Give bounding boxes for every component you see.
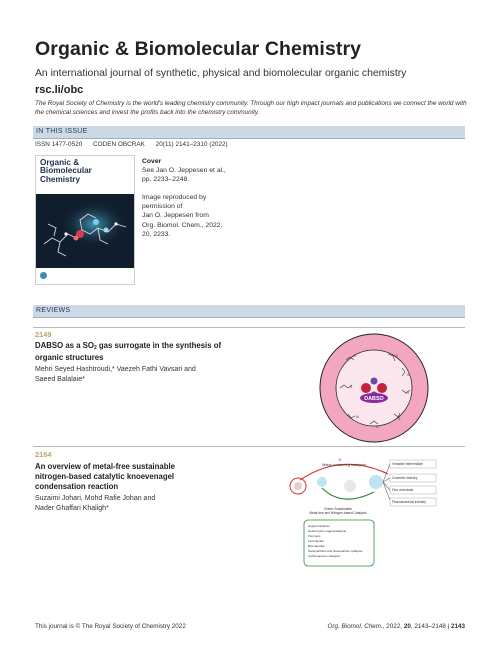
cover-label: Cover xyxy=(142,158,162,165)
article-title-part1: DABSO as a SO xyxy=(35,341,94,350)
article-page-number: 2164 xyxy=(35,450,52,459)
article-title-subscript: 2 xyxy=(93,345,97,351)
authors-line1: Mehri Seyed Hashtroudi,* Vaezeh Fathi Vavsari and xyxy=(35,366,196,373)
svg-text:Cosmetic industry: Cosmetic industry xyxy=(392,476,418,480)
cover-title-line3: Chemistry xyxy=(40,174,81,184)
article-divider xyxy=(33,446,465,447)
svg-text:Nanoparticles and Nanoparticle: Nanoparticles and Nanoparticle catalysts xyxy=(308,549,363,553)
rsc-blurb: The Royal Society of Chemistry is the world's leading chemistry community. Through our high impact journals and publications we connect the world with the chemical sciences and invest the profits back into the chemistry community. xyxy=(35,100,467,116)
journal-title: Organic & Biomolecular Chemistry xyxy=(35,38,362,60)
in-this-issue-heading: IN THIS ISSUE xyxy=(36,128,88,135)
article-title[interactable] xyxy=(35,341,250,363)
cover-credit-1: Image reproduced by xyxy=(142,194,207,202)
svg-text:Biomaterials: Biomaterials xyxy=(308,544,325,548)
article-authors xyxy=(35,365,250,384)
dabso-label: DABSO xyxy=(364,396,384,402)
footer-year: , 2022, xyxy=(382,623,404,630)
reviews-bar xyxy=(33,305,465,318)
cover-title-line1: Organic & xyxy=(40,158,80,167)
cover-footer xyxy=(36,268,134,284)
footer-pages: , 2143–2148 | xyxy=(410,623,451,630)
footer-page-number: 2143 xyxy=(450,623,465,630)
coden: CODEN OBCRAK xyxy=(93,141,145,148)
svg-text:×: × xyxy=(338,458,342,464)
authors-line2: Saeed Balalaie* xyxy=(35,375,85,383)
article-title[interactable] xyxy=(35,462,250,492)
journal-subtitle: An international journal of synthetic, physical and biomolecular organic chemistry xyxy=(35,68,407,79)
svg-text:Fine chemicals: Fine chemicals xyxy=(392,488,414,492)
copyright-footer: This journal is © The Royal Society of Chemistry 2022 xyxy=(35,623,186,630)
cover-see-line: See Jan O. Jeppesen et al., xyxy=(142,167,226,175)
cover-credit-4: Org. Biomol. Chem., 2022, xyxy=(142,221,223,229)
citation-footer xyxy=(328,623,466,630)
article-title-line2: nitrogen-based catalytic knoevenagel xyxy=(35,472,175,481)
article-title-line2: organic structures xyxy=(35,353,104,362)
issn: ISSN 1477-0520 xyxy=(35,141,83,148)
svg-text:Pharmaceutical industry: Pharmaceutical industry xyxy=(392,500,427,504)
reviews-heading: REVIEWS xyxy=(36,307,71,314)
cover-description xyxy=(142,157,262,239)
journal-url[interactable]: rsc.li/obc xyxy=(35,84,84,96)
cover-credit-3: Jan O. Jeppesen from xyxy=(142,212,209,220)
svg-text:Metal-containing catalysts: Metal-containing catalysts xyxy=(322,463,366,467)
rsc-logo-icon xyxy=(40,272,47,279)
authors-line1: Suzaimi Johari, Mohd Rafie Johan and xyxy=(35,495,156,502)
article-title-part2: gas surrogate in the synthesis of xyxy=(96,341,222,350)
svg-text:O: O xyxy=(406,391,409,395)
article-title-line3: condensation reaction xyxy=(35,482,119,491)
cover-pages: pp. 2233–2248. xyxy=(142,176,190,184)
svg-text:O: O xyxy=(376,425,379,429)
svg-text:N: N xyxy=(356,415,359,419)
volume-info: 20(11) 2141–2310 (2022) xyxy=(155,141,228,148)
svg-text:Ionic liquids: Ionic liquids xyxy=(308,539,324,543)
svg-text:O: O xyxy=(353,354,356,358)
article-page-number: 2149 xyxy=(35,330,52,339)
cover-image[interactable] xyxy=(35,155,135,285)
svg-text:Carbonaceous catalysts: Carbonaceous catalysts xyxy=(308,554,341,558)
article-title-line1: An overview of metal-free sustainable xyxy=(35,462,175,471)
cover-journal-name xyxy=(40,159,92,184)
authors-line2: Nader Ghaffari Khaligh* xyxy=(35,504,109,512)
cover-credit-2: permission of xyxy=(142,203,183,211)
svg-text:Metal-free and Nitrogen-based: Metal-free and Nitrogen-based Catalysts xyxy=(309,511,367,515)
dabso-graphical-abstract[interactable] xyxy=(310,332,440,444)
svg-text:S: S xyxy=(350,385,353,389)
svg-text:Heterocyclic organocatalysts: Heterocyclic organocatalysts xyxy=(308,529,347,533)
footer-journal: Org. Biomol. Chem. xyxy=(327,623,383,630)
article-authors xyxy=(35,494,250,513)
svg-text:Green Sustainable: Green Sustainable xyxy=(323,507,353,511)
cover-header xyxy=(36,156,134,194)
footer-volume: 20 xyxy=(403,623,411,630)
cover-title-line2: Biomolecular xyxy=(40,166,92,176)
svg-text:Polymers: Polymers xyxy=(308,534,321,538)
svg-text:O: O xyxy=(395,354,398,358)
cover-credit-5: 20, 2233. xyxy=(142,230,171,238)
svg-text:S: S xyxy=(398,417,401,421)
cover-molecule-art xyxy=(36,194,134,268)
in-this-issue-bar xyxy=(33,126,465,139)
svg-text:Versatile intermediate: Versatile intermediate xyxy=(392,462,423,466)
knoevenagel-graphical-abstract[interactable] xyxy=(282,452,442,570)
article-divider xyxy=(33,327,465,328)
svg-text:Organocatalysts: Organocatalysts xyxy=(308,524,330,528)
svg-text:S: S xyxy=(407,373,410,377)
issue-meta xyxy=(35,141,237,148)
